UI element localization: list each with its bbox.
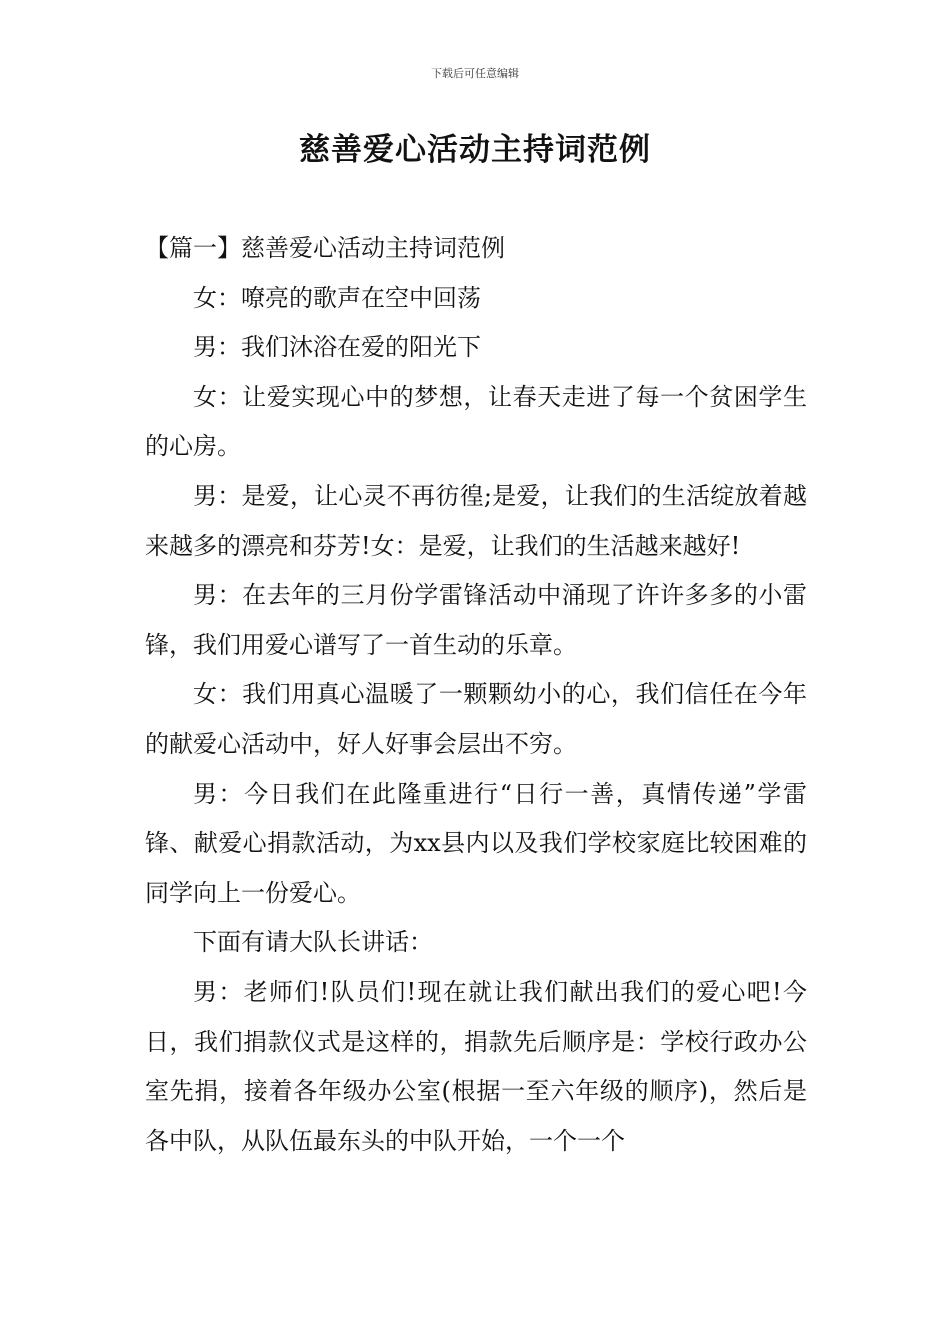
paragraph: 女：嘹亮的歌声在空中回荡 xyxy=(193,283,481,312)
paragraph: 男：老师们!队员们!现在就让我们献出我们的爱心吧!今日，我们捐款仪式是这样的，捐款先后顺序是：学校行政办公室先捐，接着各年级办公室(根据一至六年级的顺序)，然后是各中队，从队伍最东头的中队开始，一个一个 xyxy=(145,977,807,1155)
paragraph: 男：今日我们在此隆重进行“日行一善，真情传递”学雷锋、献爱心捐款活动，为xx县内以及我们学校家庭比较困难的同学向上一份爱心。 xyxy=(145,779,807,907)
document-body xyxy=(145,224,807,1166)
paragraph: 男：在去年的三月份学雷锋活动中涌现了许许多多的小雷锋，我们用爱心谱写了一首生动的乐章。 xyxy=(145,581,807,659)
header-note: 下载后可任意编辑 xyxy=(431,67,519,80)
paragraph: 男：我们沐浴在爱的阳光下 xyxy=(193,333,481,362)
paragraph: 女：让爱实现心中的梦想，让春天走进了每一个贫困学生的心房。 xyxy=(145,382,807,461)
paragraph: 下面有请大队长讲话： xyxy=(193,928,433,957)
document-title: 慈善爱心活动主持词范例 xyxy=(299,132,651,168)
paragraph: 女：我们用真心温暖了一颗颗幼小的心，我们信任在今年的献爱心活动中，好人好事会层出不穷。 xyxy=(145,680,807,758)
paragraph: 男：是爱，让心灵不再彷徨;是爱，让我们的生活绽放着越来越多的漂亮和芬芳!女：是爱，让我们的生活越来越好! xyxy=(145,481,807,560)
section-heading: 【篇一】慈善爱心活动主持词范例 xyxy=(145,234,505,262)
